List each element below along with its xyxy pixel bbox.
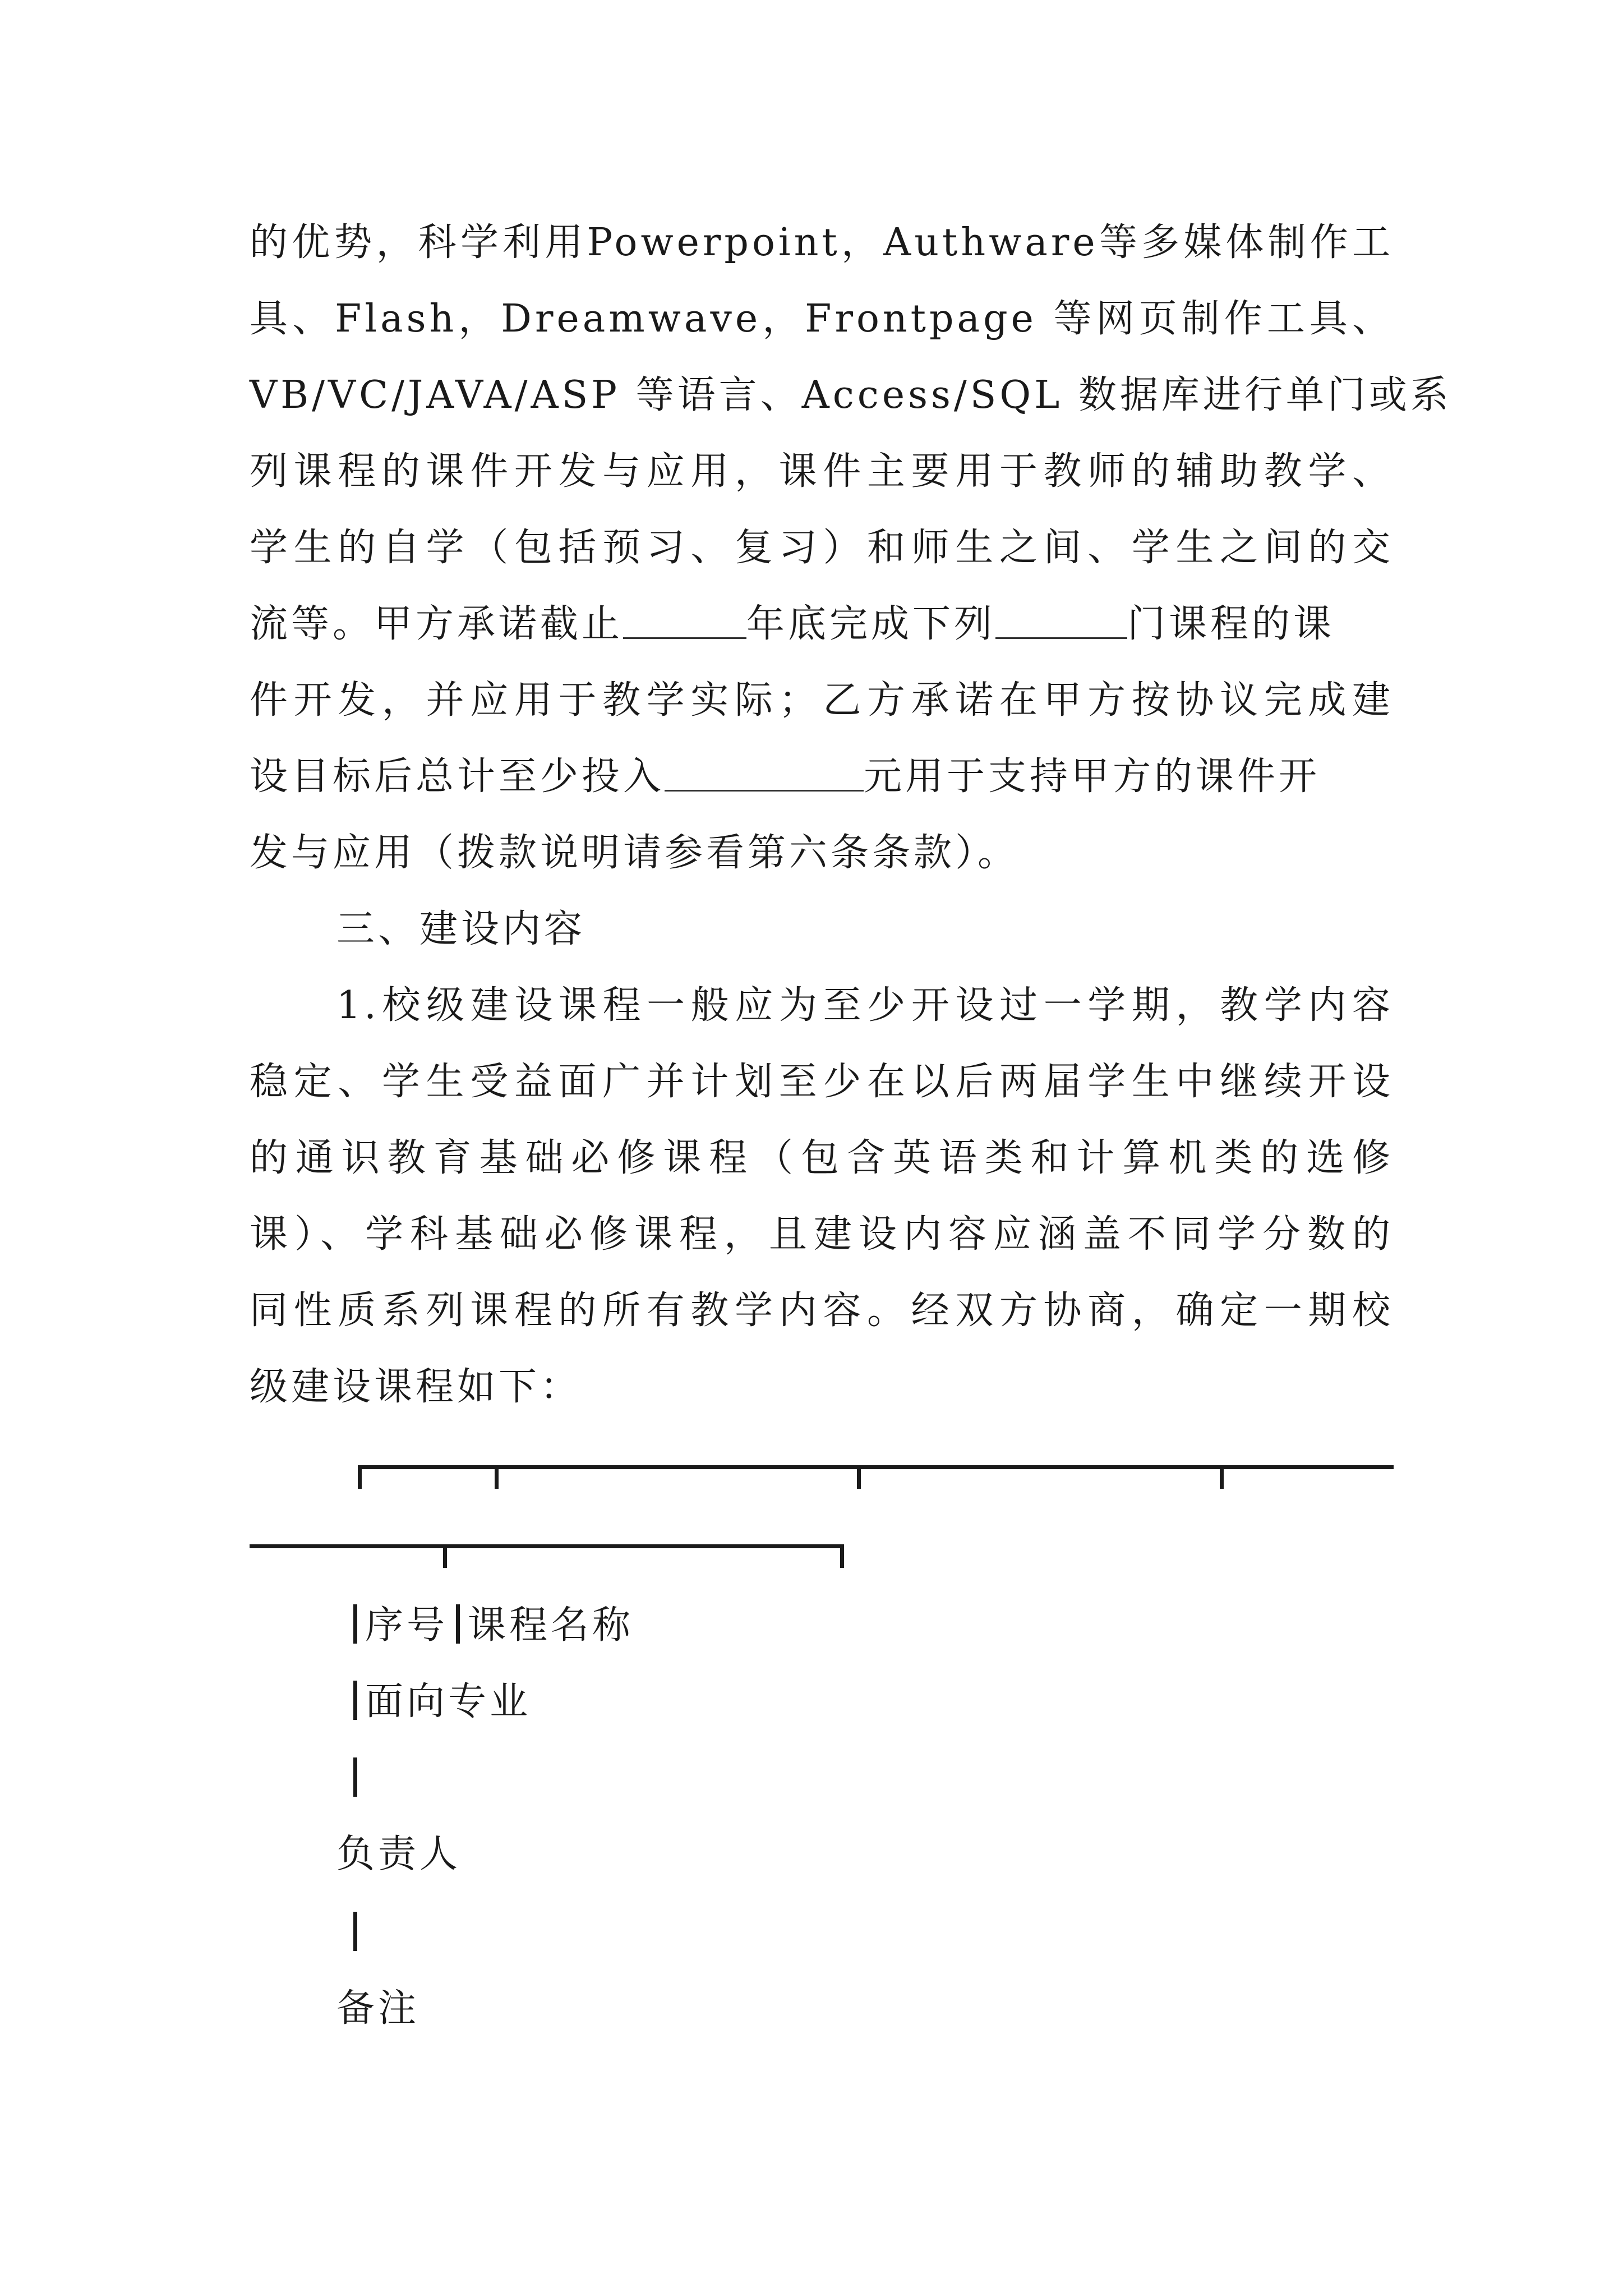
table-cell-border bbox=[353, 1757, 357, 1797]
table-header-course-name: 课程名称 bbox=[468, 1603, 634, 1648]
paragraph-line: 学生的自学（包括预习、复习）和师生之间、学生之间的交 bbox=[250, 526, 1394, 570]
text-segment: 流等。甲方承诺截止 bbox=[250, 602, 624, 646]
paragraph-line: 课）、学科基础必修课程，且建设内容应涵盖不同学分数的 bbox=[250, 1212, 1394, 1257]
paragraph-line-with-blanks bbox=[250, 586, 1394, 662]
table-cell-border bbox=[456, 1604, 460, 1644]
paragraph-line: 发与应用（拨款说明请参看第六条条款）。 bbox=[250, 831, 1020, 875]
paragraph-line: 件开发，并应用于教学实际；乙方承诺在甲方按协议完成建 bbox=[250, 678, 1394, 723]
paragraph-line: 稳定、学生受益面广并计划至少在以后两届学生中继续开设 bbox=[250, 1060, 1394, 1104]
table-column-tick bbox=[495, 1465, 499, 1489]
paragraph-line: 的通识教育基础必修课程（包含英语类和计算机类的选修 bbox=[250, 1136, 1394, 1180]
fill-in-blank-course-count bbox=[995, 598, 1127, 639]
table-rule-segment bbox=[358, 1465, 1394, 1469]
text-segment: 设目标后总计至少投入 bbox=[250, 754, 665, 799]
paragraph-line: 列课程的课件开发与应用，课件主要用于教师的辅助教学、 bbox=[250, 449, 1394, 494]
table-cell-border bbox=[353, 1681, 357, 1720]
table-column-tick bbox=[1220, 1465, 1224, 1489]
section-heading: 三、建设内容 bbox=[336, 907, 586, 951]
table-cell-border bbox=[353, 1604, 357, 1644]
table-header-seq: 序号 bbox=[365, 1603, 449, 1648]
paragraph-line: 1.校级建设课程一般应为至少开设过一学期，教学内容 bbox=[336, 983, 1394, 1028]
text-segment: 年底完成下列 bbox=[746, 602, 996, 646]
table-column-tick bbox=[443, 1544, 447, 1568]
table-header-owner: 负责人 bbox=[336, 1832, 462, 1876]
paragraph-line-with-blanks bbox=[250, 739, 1394, 815]
text-segment: 元用于支持甲方的课件开 bbox=[864, 754, 1321, 799]
paragraph-line: 具、Flash，Dreamwave，Frontpage 等网页制作工具、 bbox=[250, 297, 1394, 341]
table-corner-tick bbox=[358, 1465, 362, 1489]
paragraph-line: 同性质系列课程的所有教学内容。经双方协商，确定一期校 bbox=[250, 1289, 1394, 1333]
table-corner-tick bbox=[840, 1544, 844, 1568]
table-cell-border bbox=[353, 1912, 357, 1951]
text-segment: 门课程的课 bbox=[1127, 602, 1335, 646]
table-column-tick bbox=[857, 1465, 861, 1489]
paragraph-line: VB/VC/JAVA/ASP 等语言、Access/SQL 数据库进行单门或系 bbox=[250, 373, 1452, 417]
fill-in-blank-year bbox=[623, 598, 746, 639]
table-header-note: 备注 bbox=[336, 1986, 420, 2031]
fill-in-blank-amount bbox=[665, 751, 864, 792]
table-header-major: 面向专业 bbox=[365, 1680, 532, 1724]
table-header-row-cont bbox=[353, 1664, 531, 1740]
paragraph-line: 的优势，科学利用Powerpoint，Authware等多媒体制作工 bbox=[250, 220, 1394, 265]
table-header-row bbox=[353, 1588, 634, 1664]
table-rule-segment bbox=[250, 1544, 844, 1548]
paragraph-line: 级建设课程如下： bbox=[250, 1365, 582, 1409]
